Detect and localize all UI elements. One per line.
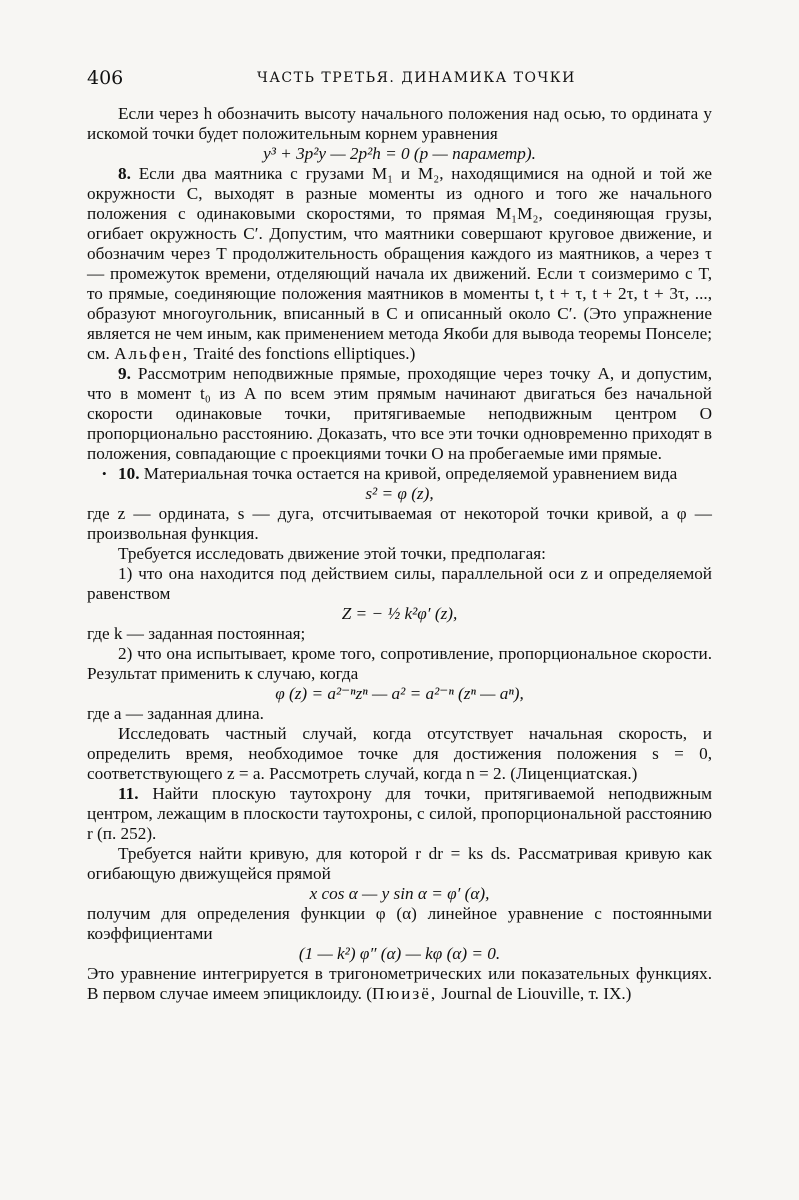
formula-line: x cos α — y sin α = φ′ (α), bbox=[309, 884, 490, 903]
problem-10-special-case: Исследовать частный случай, когда отсутствует начальная скорость, и определить время, необходимое точке для достижения положения s = 0, соответствующего z = a. Рассмотреть случай, когда n = 2. (Лиценциатская.) bbox=[87, 724, 712, 783]
problem-11-curve: Требуется найти кривую, для которой r dr = ks ds. Рассматривая кривую как огибающую движущейся прямой bbox=[87, 844, 712, 883]
problem-10-definitions: где z — ордината, s — дуга, отсчитываемая от некоторой точки кривой, а φ — произвольная функция. bbox=[87, 504, 712, 543]
page-header bbox=[87, 67, 712, 97]
problem-10 bbox=[87, 464, 712, 484]
problem-11-conclusion bbox=[87, 964, 712, 1004]
problem-10-number: 10. bbox=[118, 464, 140, 483]
problem-8-number: 8. bbox=[118, 164, 131, 183]
formula-cubic: y³ + 3p²y — 2p²h = 0 (p — параметр). bbox=[263, 144, 536, 163]
problem-10-a: где a — заданная длина. bbox=[87, 704, 264, 723]
formula-linear: (1 — k²) φ″ (α) — kφ (α) = 0. bbox=[298, 944, 501, 963]
problem-10-k: где k — заданная постоянная; bbox=[87, 624, 306, 643]
problem-11-conclusion-text: Это уравнение интегрируется в тригонометрических или показательных функциях. В первом случае имеем эпициклоиду. ( bbox=[87, 964, 712, 1003]
page-number: 406 bbox=[87, 67, 124, 89]
problem-9-number: 9. bbox=[118, 364, 131, 383]
problem-11-equation-intro: получим для определения функции φ (α) линейное уравнение с постоянными коэффициентами bbox=[87, 904, 712, 943]
problem-8-author: Альфен, bbox=[114, 344, 190, 363]
paragraph-height-ordinate: Если через h обозначить высоту начального положения над осью, то ордината y искомой точки будет положительным корнем уравнения bbox=[87, 104, 712, 143]
problem-11-number: 11. bbox=[118, 784, 139, 803]
problem-11-reference: Journal de Liouville, т. IX.) bbox=[441, 984, 632, 1003]
formula-arc: s² = φ (z), bbox=[365, 484, 434, 503]
problem-9 bbox=[87, 364, 712, 464]
formula-force: Z = − ½ k²φ′ (z), bbox=[341, 604, 458, 623]
problem-10-case-2: 2) что она испытывает, кроме того, сопротивление, пропорциональное скорости. Результат применить к случаю, когда bbox=[87, 644, 712, 683]
problem-11 bbox=[87, 784, 712, 844]
problem-11-text: Найти плоскую таутохрону для точки, притягиваемой неподвижным центром, лежащим в плоскости таутохроны, с силой, пропорциональной расстоянию r (п. 252). bbox=[87, 784, 713, 843]
problem-8-text: Если два маятника с грузами M₁ и M₂, находящимися на одной и той же окружности C, выходят в разные моменты из одного и того же начального положения с одинаковыми скоростями, то прямая M₁M₂, соединяющая грузы, огибает окружность C′. Допустим, что маятники совершают круговое движение, и обозначим через T продолжительность обращения каждого из маятников, а через τ — промежуток времени, отделяющий начала их движений. Если τ соизмеримо с T, то прямые, соединяющие положения маятников в моменты t, t + τ, t + 2τ, t + 3τ, ..., образуют многоугольник, вписанный в C и описанный около C′. (Это упражнение является не чем иным, как применением метода Якоби для вывода теоремы Понселе; см. bbox=[87, 164, 712, 363]
running-head: ЧАСТЬ ТРЕТЬЯ. ДИНАМИКА ТОЧКИ bbox=[257, 70, 576, 86]
problem-9-text: Рассмотрим неподвижные прямые, проходящие через точку A, и допустим, что в момент t₀ из A по всем этим прямым начинают двигаться без начальной скорости одинаковые точки, притягиваемые неподвижным центром O пропорционально расстоянию. Доказать, что все эти точки одновременно приходят в положения, совпадающие с проекциями точки O на пробегаемые ими прямые. bbox=[87, 364, 713, 463]
page-body bbox=[87, 104, 712, 1004]
problem-11-author: Пюизё, bbox=[371, 984, 438, 1003]
formula-phi: φ (z) = a²⁻ⁿzⁿ — a² = a²⁻ⁿ (zⁿ — aⁿ), bbox=[275, 684, 524, 703]
bullet-mark: • bbox=[102, 466, 107, 481]
problem-10-text: Материальная точка остается на кривой, определяемой уравнением вида bbox=[143, 464, 678, 483]
problem-10-case-1: 1) что она находится под действием силы, параллельной оси z и определяемой равенством bbox=[87, 564, 712, 603]
problem-8 bbox=[87, 164, 712, 364]
problem-10-task: Требуется исследовать движение этой точки, предполагая: bbox=[118, 544, 546, 563]
problem-8-reference: Traité des fonctions elliptiques.) bbox=[193, 344, 416, 363]
